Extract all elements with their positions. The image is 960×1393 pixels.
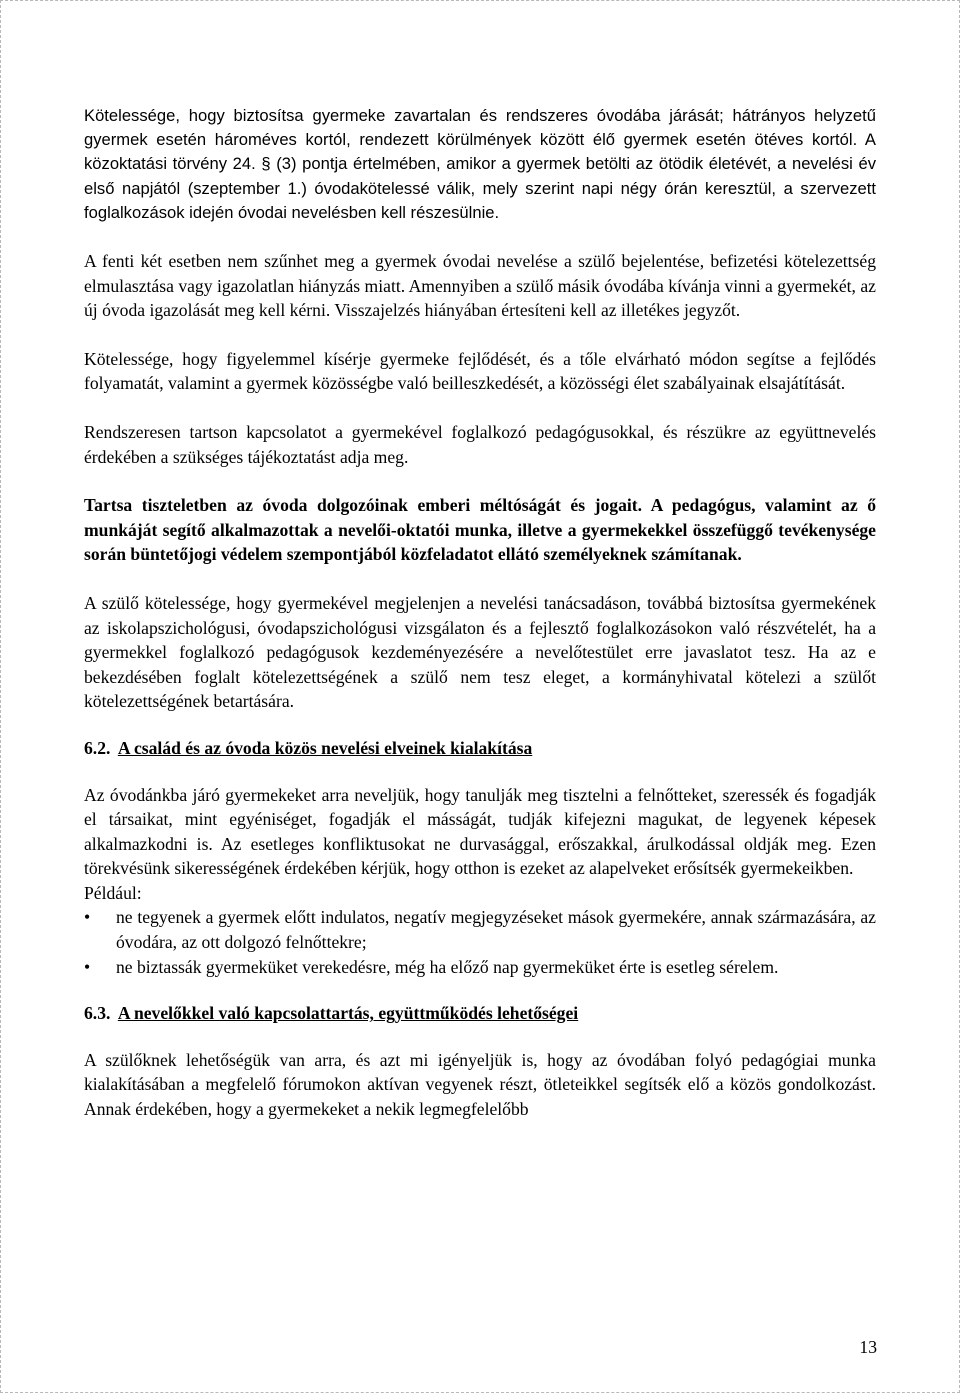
paragraph-counseling-obligation: A szülő kötelessége, hogy gyermekével megjelenjen a nevelési tanácsadáson, továbbá biztosítsa gyermekének az iskolapszichológusi, óvodapszichológusi vizsgálaton és a fejlesztő foglalkozásokon való részvételét, ha a gyermekkel foglalkozó pedagógusok kezdeményezésére a nevelőtestület erre javaslatot tesz. Ha az e bekezdésében foglalt kötelezettségének a szülő nem tesz eleget, a kormányhivatal kötelezi a szülőt kötelezettségének betartására. — [84, 592, 876, 712]
section-heading-6-3 — [84, 1001, 876, 1026]
list-item-text: ne biztassák gyermeküket verekedésre, még ha előző nap gyermeküket érte is esetleg sérelem. — [116, 956, 779, 977]
section-number: 6.3. — [84, 1003, 111, 1024]
list-item — [84, 955, 876, 980]
paragraph-development-monitoring: Kötelessége, hogy figyelemmel kísérje gyermeke fejlődését, és a tőle elvárható módon segítse a fejlődés folyamatát, valamint a gyermek közösségbe való beilleszkedését, a közösségi élet szabályainak elsajátítását. — [84, 348, 876, 394]
section-number: 6.2. — [84, 737, 111, 758]
paragraph-care-continuity: A fenti két esetben nem szűnhet meg a gyermek óvodai nevelése a szülő bejelentése, befizetési kötelezettség elmulasztása vagy igazolatlan hiányzás miatt. Amennyiben a szülő másik óvodába kívánja vinni a gyermekét, az új óvoda igazolását meg kell kérni. Visszajelzés hiányában értesíteni kell az illetékes jegyzőt. — [84, 251, 876, 321]
paragraph-teacher-contact: Rendszeresen tartson kapcsolatot a gyermekével foglalkozó pedagógusokkal, és részükre az együttnevelés érdekében a szükséges tájékoztatást adja meg. — [84, 421, 876, 467]
bullet-icon: • — [84, 956, 91, 977]
examples-list — [84, 905, 876, 979]
page-number: 13 — [859, 1337, 877, 1357]
document-body — [84, 104, 876, 1122]
paragraph-contact-opportunities: A szülőknek lehetőségük van arra, és azt mi igényeljük is, hogy az óvodában folyó pedagógiai munka kialakításában a megfelelő fórumokon aktívan vegyenek részt, ötleteikkel segítsék elő a közös gondolkozást. Annak érdekében, hogy a gyermekeket a nekik legmegfelelőbb — [84, 1049, 876, 1120]
paragraph-shared-principles: Az óvodánkba járó gyermekeket arra neveljük, hogy tanulják meg tisztelni a felnőtteket, szeressék és fogadják el társaikat, mint egyéniséget, fogadják el másságát, tudják kifejezni magukat, de legyenek képesek alkalmazkodni is. Az esetleges konfliktusokat ne durvasággal, erőszakkal, árulkodással oldják meg. Ezen törekvésünk sikerességének érdekében kérjük, hogy otthon is ezeket az alapelveket erősítsék gyermekeikben. — [84, 784, 876, 879]
paragraph-attendance-obligation: Kötelessége, hogy biztosítsa gyermeke zavartalan és rendszeres óvodába járását; hátrányos helyzetű gyermek esetén hároméves kortól, rendezett körülmények között élő gyermek esetén ötéves kortól. A közoktatási törvény 24. § (3) pontja értelmében, amikor a gyermek betölti az ötödik életévét, a nevelési év első napjától (szeptember 1.) óvodakötelessé válik, mely szerint napi négy órán keresztül, a szervezett foglalkozások idején óvodai nevelésben kell részesülnie. — [84, 106, 876, 222]
paragraph-staff-dignity: Tartsa tiszteletben az óvoda dolgozóinak emberi méltóságát és jogait. A pedagógus, valamint az ő munkáját segítő alkalmazottak a nevelői-oktatói munka, illetve a gyermekekkel összefüggő tevékenysége során büntetőjogi védelem szempontjából közfeladatot ellátó személyeknek számítanak. — [84, 495, 876, 565]
section-title: A család és az óvoda közös nevelési elveinek kialakítása — [117, 737, 533, 758]
bullet-icon: • — [84, 907, 91, 928]
section-title: A nevelőkkel való kapcsolattartás, együttműködés lehetőségei — [117, 1003, 579, 1024]
list-item-text: ne tegyenek a gyermek előtt indulatos, negatív megjegyzéseket mások gyermekére, annak származására, az óvodára, az ott dolgozó felnőttekre; — [116, 907, 876, 953]
examples-label: Például: — [84, 882, 142, 903]
list-item — [84, 905, 876, 954]
section-heading-6-2 — [84, 736, 876, 761]
